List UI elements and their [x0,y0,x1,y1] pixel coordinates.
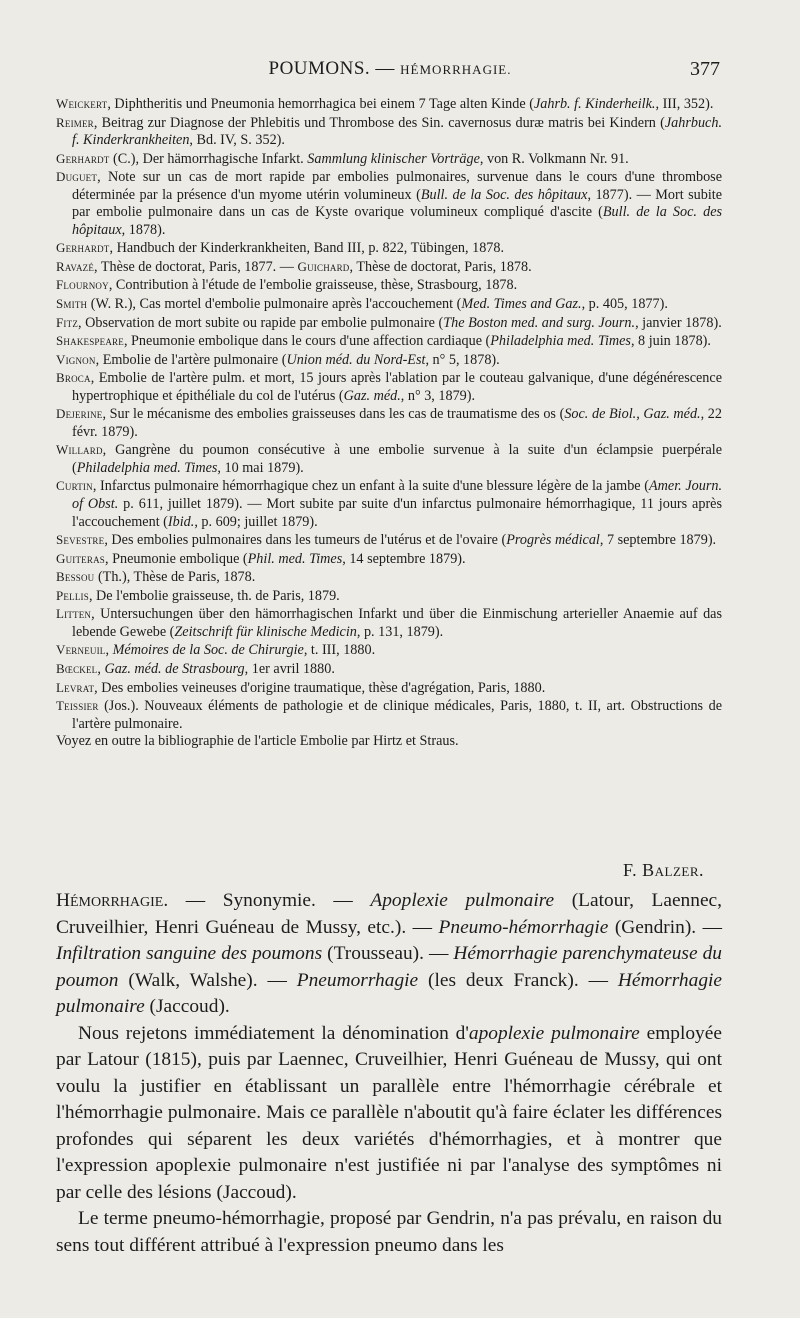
entry-text: , janvier 1878). [635,314,722,331]
entry-author: Dejerine [56,406,103,422]
entry-author: Levrat [56,679,95,695]
bibliography-entry [56,369,722,405]
entry-title: Gaz. méd. [343,387,401,404]
syn-text-4: (Trousseau). — [322,943,454,964]
article-heading: Hémorrhagie. [56,890,169,911]
entry-title: Med. Times and Gaz. [461,296,582,313]
bibliography-entry [56,679,722,698]
entry-text: , Diphtheritis und Pneumonia hemorrhagica bei einem 7 Tage alten Kinde ( [107,96,534,112]
entry-author: Gerhardt [56,240,110,256]
entry-text: , 1878). [121,221,166,238]
entry-text: , [97,660,105,677]
syn-term-6: Hémorrhagie pulmonaire [56,969,723,1017]
bibliography [56,95,722,751]
syn-text-7: (Jaccoud). [144,996,230,1017]
bibliography-entry [56,641,722,660]
bibliography-entry [56,150,722,169]
entry-text: , Contribution à l'étude de l'embolie graisseuse, thèse, Strasbourg, 1878. [108,277,518,294]
syn-term-1: Apoplexie pulmonaire [370,890,555,911]
entry-text: , Handbuch der Kinderkrankheiten, Band III, p. 822, Tübingen, 1878. [109,240,505,257]
entry-text: , Bd. IV, S. 352). [189,132,285,149]
entry-text: , 22 févr. 1879). [72,406,722,440]
bibliography-entry [56,276,722,295]
entry-title: Jahrb. f. Kinderheilk. [533,96,656,112]
entry-text: , Des embolies veineuses d'origine traumatique, thèse d'agrégation, Paris, 1880. [94,679,546,696]
entry-title: Soc. de Biol., Gaz. méd. [564,406,701,423]
bibliography-entry [56,531,722,550]
entry-author: Bessou [56,569,95,585]
entry-title: Mémoires de la Soc. de Chirurgie [112,642,304,659]
entry-text: , Gangrène du poumon consécutive à une embolie survenue à la suite d'un éclampsie puerpérale ( [72,442,722,476]
bibliography-entry [56,258,722,277]
entry-author: Gerhardt [56,150,110,166]
bibliography-entry [56,332,722,351]
bibliography-entry [56,405,722,441]
entry-author: Reimer [56,114,94,130]
entry-text: , Sur le mécanisme des embolies graisseuses dans les cas de traumatisme des os ( [102,406,565,423]
entry-text: p. 611, juillet 1879). — Mort subite par suite d'un infarctus pulmonaire hémorrhagique, 11 jours après l'accouchement ( [72,496,722,530]
entry-title: Union méd. du Nord-Est [286,351,426,368]
entry-author: Guichard [297,258,350,274]
page-header [60,58,720,86]
p2-term: apoplexie pulmonaire [468,1022,640,1044]
entry-text: , 8 juin 1878). [630,333,711,350]
p2-text-a: Nous rejetons immédiatement la dénomination d' [78,1022,469,1044]
entry-author: Teissier [56,698,99,714]
syn-term-2: Pneumo-hémorrhagie [438,916,609,938]
entry-text: , 14 septembre 1879). [342,550,466,567]
bibliography-entry [56,351,722,370]
entry-author: Verneuil [56,642,106,658]
entry-text: , von R. Volkmann Nr. 91. [479,150,629,167]
entry-text: , Pneumonie embolique dans le cours d'une affection cardiaque ( [123,333,491,350]
running-title-main: POUMONS. — [268,58,401,79]
entry-text: , n° 3, 1879). [400,387,476,404]
bibliography-entry [56,568,722,587]
bibliography-entry [56,587,722,606]
entry-title: Ibid. [167,513,195,530]
bibliography-entry [56,295,722,314]
entry-text: , p. 131, 1879). [356,623,444,640]
entry-text: , De l'embolie graisseuse, th. de Paris, 1879. [88,587,340,604]
paragraph-2 [56,1021,722,1207]
signature-initial: F. [623,860,638,880]
entry-text: , Beitrag zur Diagnose der Phlebitis und Thrombose des Sin. cavernosus duræ matris bei Kindern ( [93,114,665,131]
entry-author: Litten [56,606,92,622]
entry-title: Phil. med. Times [247,550,343,567]
syn-text-1: — Synonymie. — [168,890,371,911]
entry-text: , 7 septembre 1879). [599,532,717,549]
entry-title: Philadelphia med. Times [490,333,631,350]
entry-text: , p. 609; juillet 1879). [194,513,318,530]
entry-title: Philadelphia med. Times [76,459,218,476]
entry-author: Flournoy [56,277,109,293]
bibliography-entry [56,477,722,531]
syn-text-3: (Gendrin). — [608,916,723,938]
entry-author: Smith [56,296,88,312]
entry-text: Voyez en outre la bibliographie de l'article Embolie par Hirtz et Straus. [56,733,459,750]
entry-text: (Jos.). Nouveaux éléments de pathologie et de clinique médicales, Paris, 1880, t. II, art. Obstructions de l'artère pulmonaire. [72,698,722,732]
entry-author: Willard [56,442,103,458]
entry-text: , [105,642,113,659]
article-body [56,888,722,1259]
entry-title: Gaz. méd. de Strasbourg [104,660,245,677]
entry-text: (W. R.), Cas mortel d'embolie pulmonaire après l'accouchement ( [87,296,462,313]
entry-author: Fitz [56,314,79,330]
entry-text: , Pneumonie embolique ( [105,550,248,567]
syn-text-2: (Latour, Laennec, Cruveilhier, Henri Guéneau de Mussy, etc.). — [56,890,723,938]
entry-text: , 10 mai 1879). [217,459,304,476]
entry-author: Weickert [56,96,108,111]
entry-text: , III, 352). [655,96,714,112]
entry-text: , Observation de mort subite ou rapide par embolie pulmonaire ( [78,314,444,331]
entry-title: Jahrbuch. f. Kinderkrankheiten [72,114,722,149]
running-title-sub: HÉMORRHAGIE. [400,62,512,77]
signature-name: Balzer. [642,860,704,880]
p2-text-b: employée par Latour (1815), puis par Laennec, Cruveilhier, Henri Guéneau de Mussy, qui ont voulu la justifier en établissant un parallèle entre l'hémorrhagie cérébrale et l'hémorrhagie pulmonaire. Mais ce parallèle n'aboutit qu'à faire éclater les différences profondes qui séparent les deux variétés d'hémorrhagies, et à montrer que l'expression apoplexie pulmonaire n'est justifiée ni par l'analyse des symptômes ni par celle des lésions (Jaccoud). [56,1022,722,1203]
entry-author: Broca [56,370,91,386]
entry-text: , n° 5, 1878). [425,351,500,368]
bibliography-entry [56,168,722,239]
entry-text: (Th.), Thèse de Paris, 1878. [94,569,256,586]
bibliography-entry [56,697,722,733]
bibliography-entry [56,441,722,477]
bibliography-entry [56,733,722,751]
entry-title: Sammlung klinischer Vorträge [307,150,480,167]
entry-author: Vignon [56,351,96,367]
entry-text: , Embolie de l'artère pulm. et mort, 15 jours après l'ablation par le couteau galvanique, d'une dégénérescence hypertrophique et épithéliale du col de l'utérus ( [72,370,722,404]
entry-text: , 1er avril 1880. [244,660,335,677]
entry-text: , p. 405, 1877). [581,296,668,313]
entry-text: (C.), Der hämorrhagische Infarkt. [109,150,308,167]
entry-title: The Boston med. and surg. Journ. [443,314,636,331]
entry-text: , Embolie de l'artère pulmonaire ( [95,351,287,368]
syn-text-6: (les deux Franck). — [418,969,618,991]
synonymy-paragraph [56,888,722,1021]
bibliography-entry [56,114,722,150]
bibliography-entry [56,605,722,641]
syn-text-5: (Walk, Walshe). — [118,969,297,991]
entry-text: , Untersuchungen über den hämorrhagischen Infarkt und über die Einmischung arterieller Anaemie auf das lebende Gewebe ( [72,606,722,640]
entry-title: Bull. de la Soc. des hôpitaux [72,204,723,238]
entry-title: Zeitschrift für klinische Medicin [174,623,357,640]
entry-text: , Thèse de doctorat, Paris, 1877. — [94,258,298,275]
bibliography-entry [56,660,722,679]
entry-text: , t. III, 1880. [303,642,376,659]
entry-author: Sevestre [56,532,105,548]
syn-term-4: Hémorrhagie parenchymateuse du poumon [56,943,722,991]
entry-author: Duguet [56,169,98,185]
entry-author: Ravazé [56,258,95,274]
entry-title: Progrès médical [506,532,600,549]
entry-text: , Note sur un cas de mort rapide par embolies pulmonaires, survenue dans le cours d'une thrombose déterminée par la présence d'un myome utérin volumineux ( [72,169,722,203]
running-title [60,58,720,80]
bibliography-entry [56,95,722,114]
author-signature [623,860,704,881]
syn-term-5: Pneumorrhagie [296,969,419,991]
entry-text: , Infarctus pulmonaire hémorrhagique chez un enfant à la suite d'une blessure légère de la jambe ( [92,478,649,495]
entry-author: Guiteras [56,550,105,566]
paragraph-3: Le terme pneumo-hémorrhagie, proposé par Gendrin, n'a pas prévalu, en raison du sens tout différent attribué à l'expression pneumo dans les [56,1208,722,1256]
entry-text: , Thèse de doctorat, Paris, 1878. [349,258,532,275]
syn-term-3: Infiltration sanguine des poumons [56,943,323,964]
bibliography-entry [56,314,722,333]
entry-text: , Des embolies pulmonaires dans les tumeurs de l'utérus et de l'ovaire ( [104,532,507,549]
bibliography-entry [56,239,722,258]
bibliography-entry [56,550,722,569]
page-number: 377 [690,58,720,80]
entry-author: Pellis [56,587,89,603]
entry-title: Amer. Journ. of Obst. [72,478,722,513]
entry-author: Shakespeare [56,333,124,349]
entry-title: Bull. de la Soc. des hôpitaux [420,186,588,203]
entry-author: Curtin [56,478,93,494]
entry-author: Bœckel [56,660,98,676]
entry-text: , 1877). — Mort subite par embolie pulmonaire dans un cas de Kyste ovarique volumineux compliqué d'ascite ( [72,186,722,221]
